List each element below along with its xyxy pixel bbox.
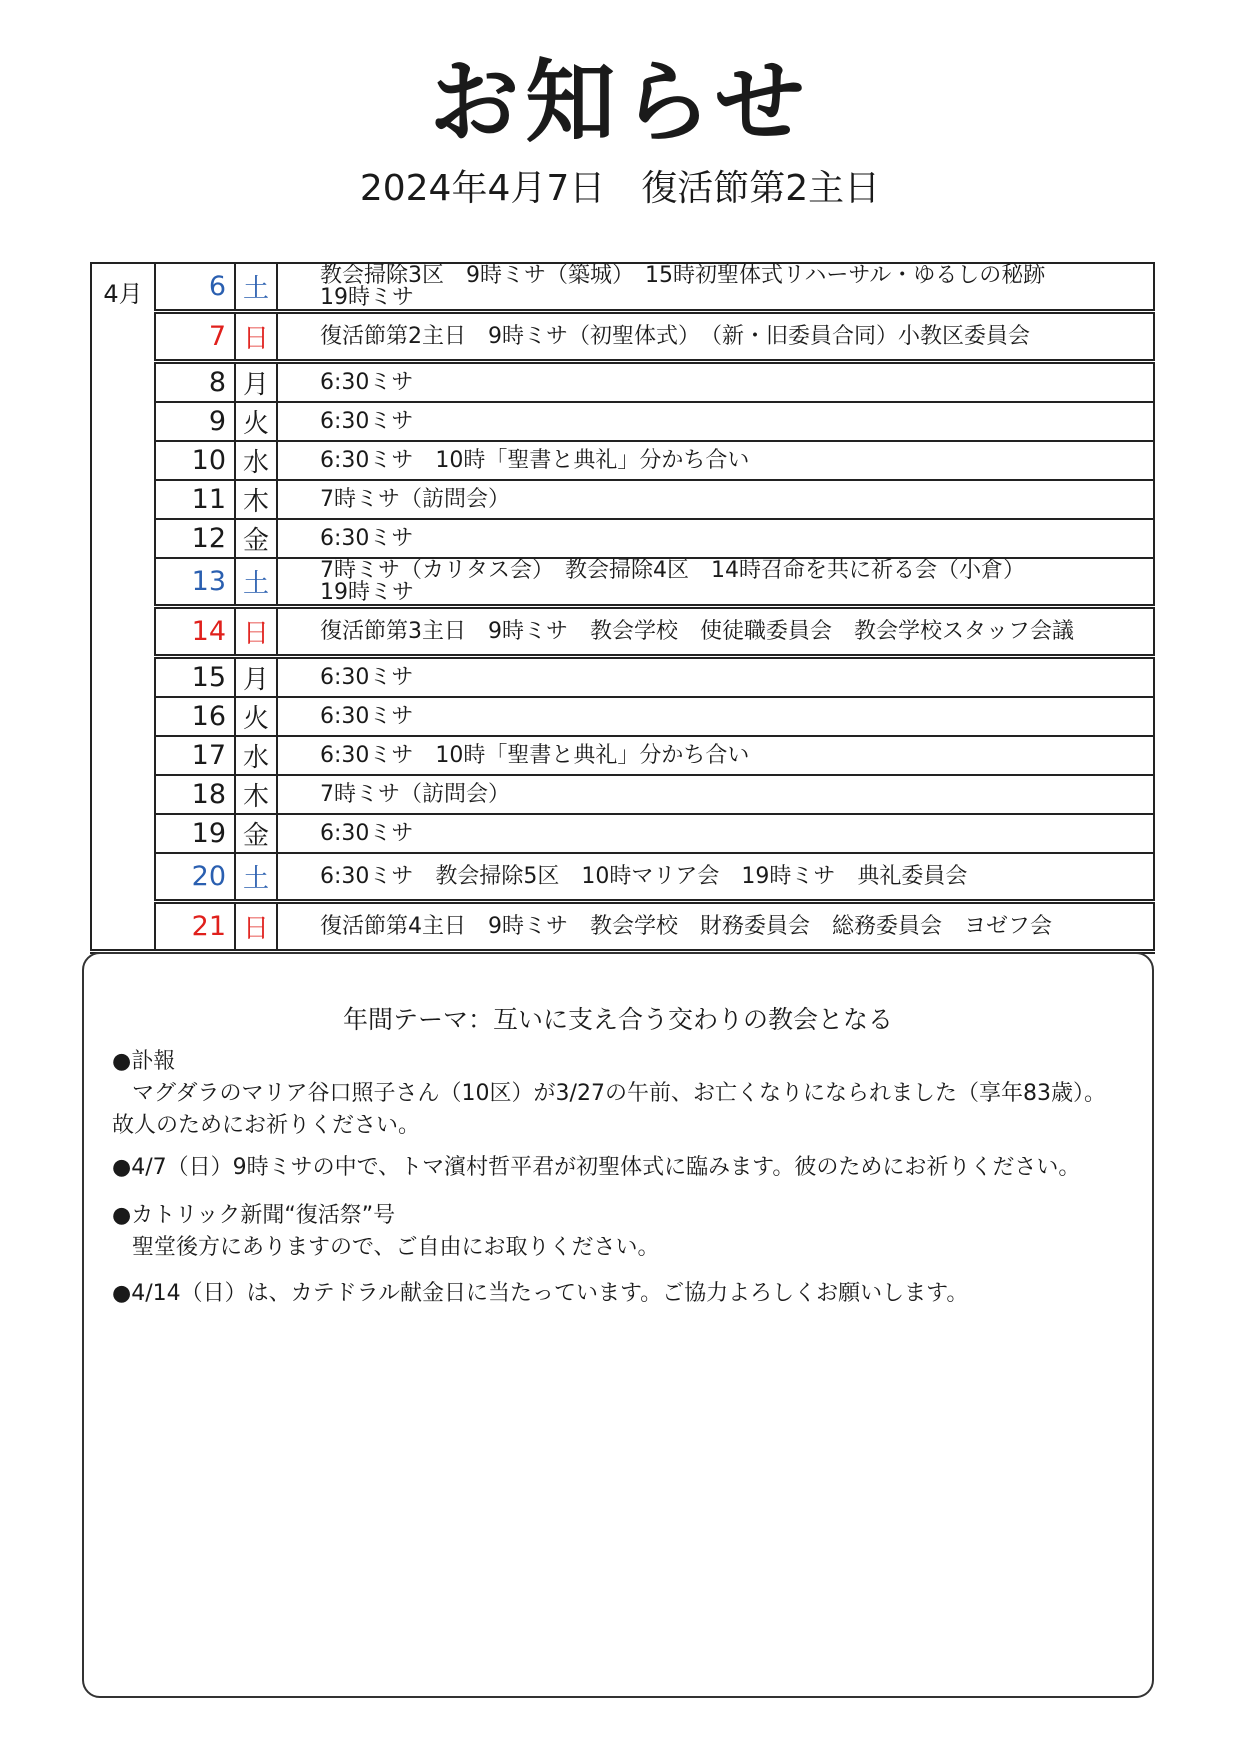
schedule-row bbox=[91, 362, 1154, 403]
page-title: お知らせ bbox=[429, 50, 811, 155]
notice-first-communion bbox=[112, 1152, 1132, 1184]
event-line: 復活節第2主日 9時ミサ（初聖体式） （新・旧委員合同）小教区委員会 bbox=[320, 323, 1030, 349]
schedule-row bbox=[91, 558, 1154, 607]
day-number: 8 bbox=[155, 362, 235, 403]
day-number: 13 bbox=[155, 558, 235, 607]
day-of-week: 土 bbox=[235, 263, 277, 312]
day-number: 7 bbox=[155, 312, 235, 362]
day-number: 21 bbox=[155, 902, 235, 952]
events-cell bbox=[277, 263, 1154, 312]
schedule-row bbox=[91, 519, 1154, 558]
schedule-row bbox=[91, 402, 1154, 441]
event-line: 6:30ミサ bbox=[320, 369, 414, 395]
day-number: 16 bbox=[155, 697, 235, 736]
event-line: 7時ミサ（訪問会） bbox=[320, 781, 510, 807]
event-line: 6:30ミサ bbox=[320, 664, 414, 690]
day-of-week: 日 bbox=[235, 607, 277, 657]
event-line: 6:30ミサ bbox=[320, 703, 414, 729]
notice-cathedral-offering bbox=[112, 1278, 1132, 1310]
events-cell bbox=[277, 853, 1154, 902]
event-line: 7時ミサ（カリタス会） 教会掃除4区 14時召命を共に祈る会（小倉） bbox=[320, 557, 1025, 583]
event-line: 復活節第4主日 9時ミサ 教会学校 財務委員会 総務委員会 ヨゼフ会 bbox=[320, 913, 1052, 939]
schedule-row bbox=[91, 480, 1154, 519]
events-cell bbox=[277, 775, 1154, 814]
events-cell bbox=[277, 519, 1154, 558]
annual-theme: 年間テーマ：互いに支え合う交わりの教会となる bbox=[342, 1005, 893, 1034]
event-line: 6:30ミサ bbox=[320, 820, 414, 846]
schedule-row bbox=[91, 441, 1154, 480]
day-of-week: 土 bbox=[235, 853, 277, 902]
event-line: 6:30ミサ 10時「聖書と典礼」分かち合い bbox=[320, 447, 750, 473]
page-subtitle: 2024年4月7日 復活節第2主日 bbox=[359, 168, 881, 209]
events-cell bbox=[277, 480, 1154, 519]
notice-heading: ●カトリック新聞“復活祭”号 bbox=[112, 1203, 396, 1228]
event-line: 6:30ミサ 10時「聖書と典礼」分かち合い bbox=[320, 742, 750, 768]
event-line: 6:30ミサ bbox=[320, 525, 414, 551]
schedule-row bbox=[91, 312, 1154, 362]
day-of-week: 月 bbox=[235, 657, 277, 698]
day-number: 9 bbox=[155, 402, 235, 441]
day-of-week: 日 bbox=[235, 902, 277, 952]
notice-box bbox=[82, 952, 1154, 1698]
events-cell bbox=[277, 402, 1154, 441]
schedule-row bbox=[91, 657, 1154, 698]
schedule-table bbox=[90, 262, 1155, 954]
day-number: 17 bbox=[155, 736, 235, 775]
schedule-row bbox=[91, 814, 1154, 853]
day-number: 18 bbox=[155, 775, 235, 814]
events-cell bbox=[277, 902, 1154, 952]
day-number: 15 bbox=[155, 657, 235, 698]
schedule-row bbox=[91, 853, 1154, 902]
event-line: 6:30ミサ 教会掃除5区 10時マリア会 19時ミサ 典礼委員会 bbox=[320, 863, 968, 889]
day-of-week: 木 bbox=[235, 480, 277, 519]
day-number: 10 bbox=[155, 441, 235, 480]
day-of-week: 月 bbox=[235, 362, 277, 403]
events-cell bbox=[277, 814, 1154, 853]
events-cell bbox=[277, 441, 1154, 480]
events-cell bbox=[277, 657, 1154, 698]
schedule-row bbox=[91, 697, 1154, 736]
events-cell bbox=[277, 312, 1154, 362]
day-number: 6 bbox=[155, 263, 235, 312]
day-of-week: 木 bbox=[235, 775, 277, 814]
day-number: 20 bbox=[155, 853, 235, 902]
events-cell bbox=[277, 362, 1154, 403]
day-of-week: 水 bbox=[235, 736, 277, 775]
day-of-week: 金 bbox=[235, 814, 277, 853]
notice-heading: ●4/14（日）は、カテドラル献金日に当たっています。ご協力よろしくお願いします。 bbox=[112, 1281, 969, 1306]
schedule-row bbox=[91, 775, 1154, 814]
event-line: 復活節第3主日 9時ミサ 教会学校 使徒職委員会 教会学校スタッフ会議 bbox=[320, 618, 1074, 644]
events-cell bbox=[277, 558, 1154, 607]
notice-heading: ●訃報 bbox=[112, 1049, 176, 1074]
day-of-week: 土 bbox=[235, 558, 277, 607]
event-line: 19時ミサ bbox=[320, 579, 414, 605]
day-number: 14 bbox=[155, 607, 235, 657]
event-line: 19時ミサ bbox=[320, 284, 414, 310]
events-cell bbox=[277, 607, 1154, 657]
event-line: 7時ミサ（訪問会） bbox=[320, 486, 510, 512]
day-of-week: 日 bbox=[235, 312, 277, 362]
day-number: 19 bbox=[155, 814, 235, 853]
day-of-week: 火 bbox=[235, 402, 277, 441]
day-of-week: 水 bbox=[235, 441, 277, 480]
day-number: 12 bbox=[155, 519, 235, 558]
notice-heading: ●4/7（日）9時ミサの中で、トマ濱村哲平君が初聖体式に臨みます。彼のためにお祈りください。 bbox=[112, 1155, 1081, 1180]
event-line: 教会掃除3区 9時ミサ（築城） 15時初聖体式リハーサル・ゆるしの秘跡 bbox=[320, 262, 1046, 288]
schedule-row bbox=[91, 607, 1154, 657]
notice-obituary bbox=[112, 1046, 1132, 1142]
schedule-row bbox=[91, 902, 1154, 952]
notice-body: マグダラのマリア谷口照子さん（10区）が3/27の午前、お亡くなりになられました（享年83歳）。 bbox=[132, 1081, 1106, 1106]
month-label: 4月 bbox=[91, 263, 155, 952]
day-of-week: 火 bbox=[235, 697, 277, 736]
schedule-row bbox=[91, 263, 1154, 312]
events-cell bbox=[277, 736, 1154, 775]
events-cell bbox=[277, 697, 1154, 736]
notice-body: 聖堂後方にありますので、ご自由にお取りください。 bbox=[132, 1235, 660, 1260]
schedule-row bbox=[91, 736, 1154, 775]
day-of-week: 金 bbox=[235, 519, 277, 558]
day-number: 11 bbox=[155, 480, 235, 519]
notice-body: 故人のためにお祈りください。 bbox=[112, 1113, 421, 1138]
event-line: 6:30ミサ bbox=[320, 408, 414, 434]
notice-newspaper bbox=[112, 1200, 1132, 1264]
